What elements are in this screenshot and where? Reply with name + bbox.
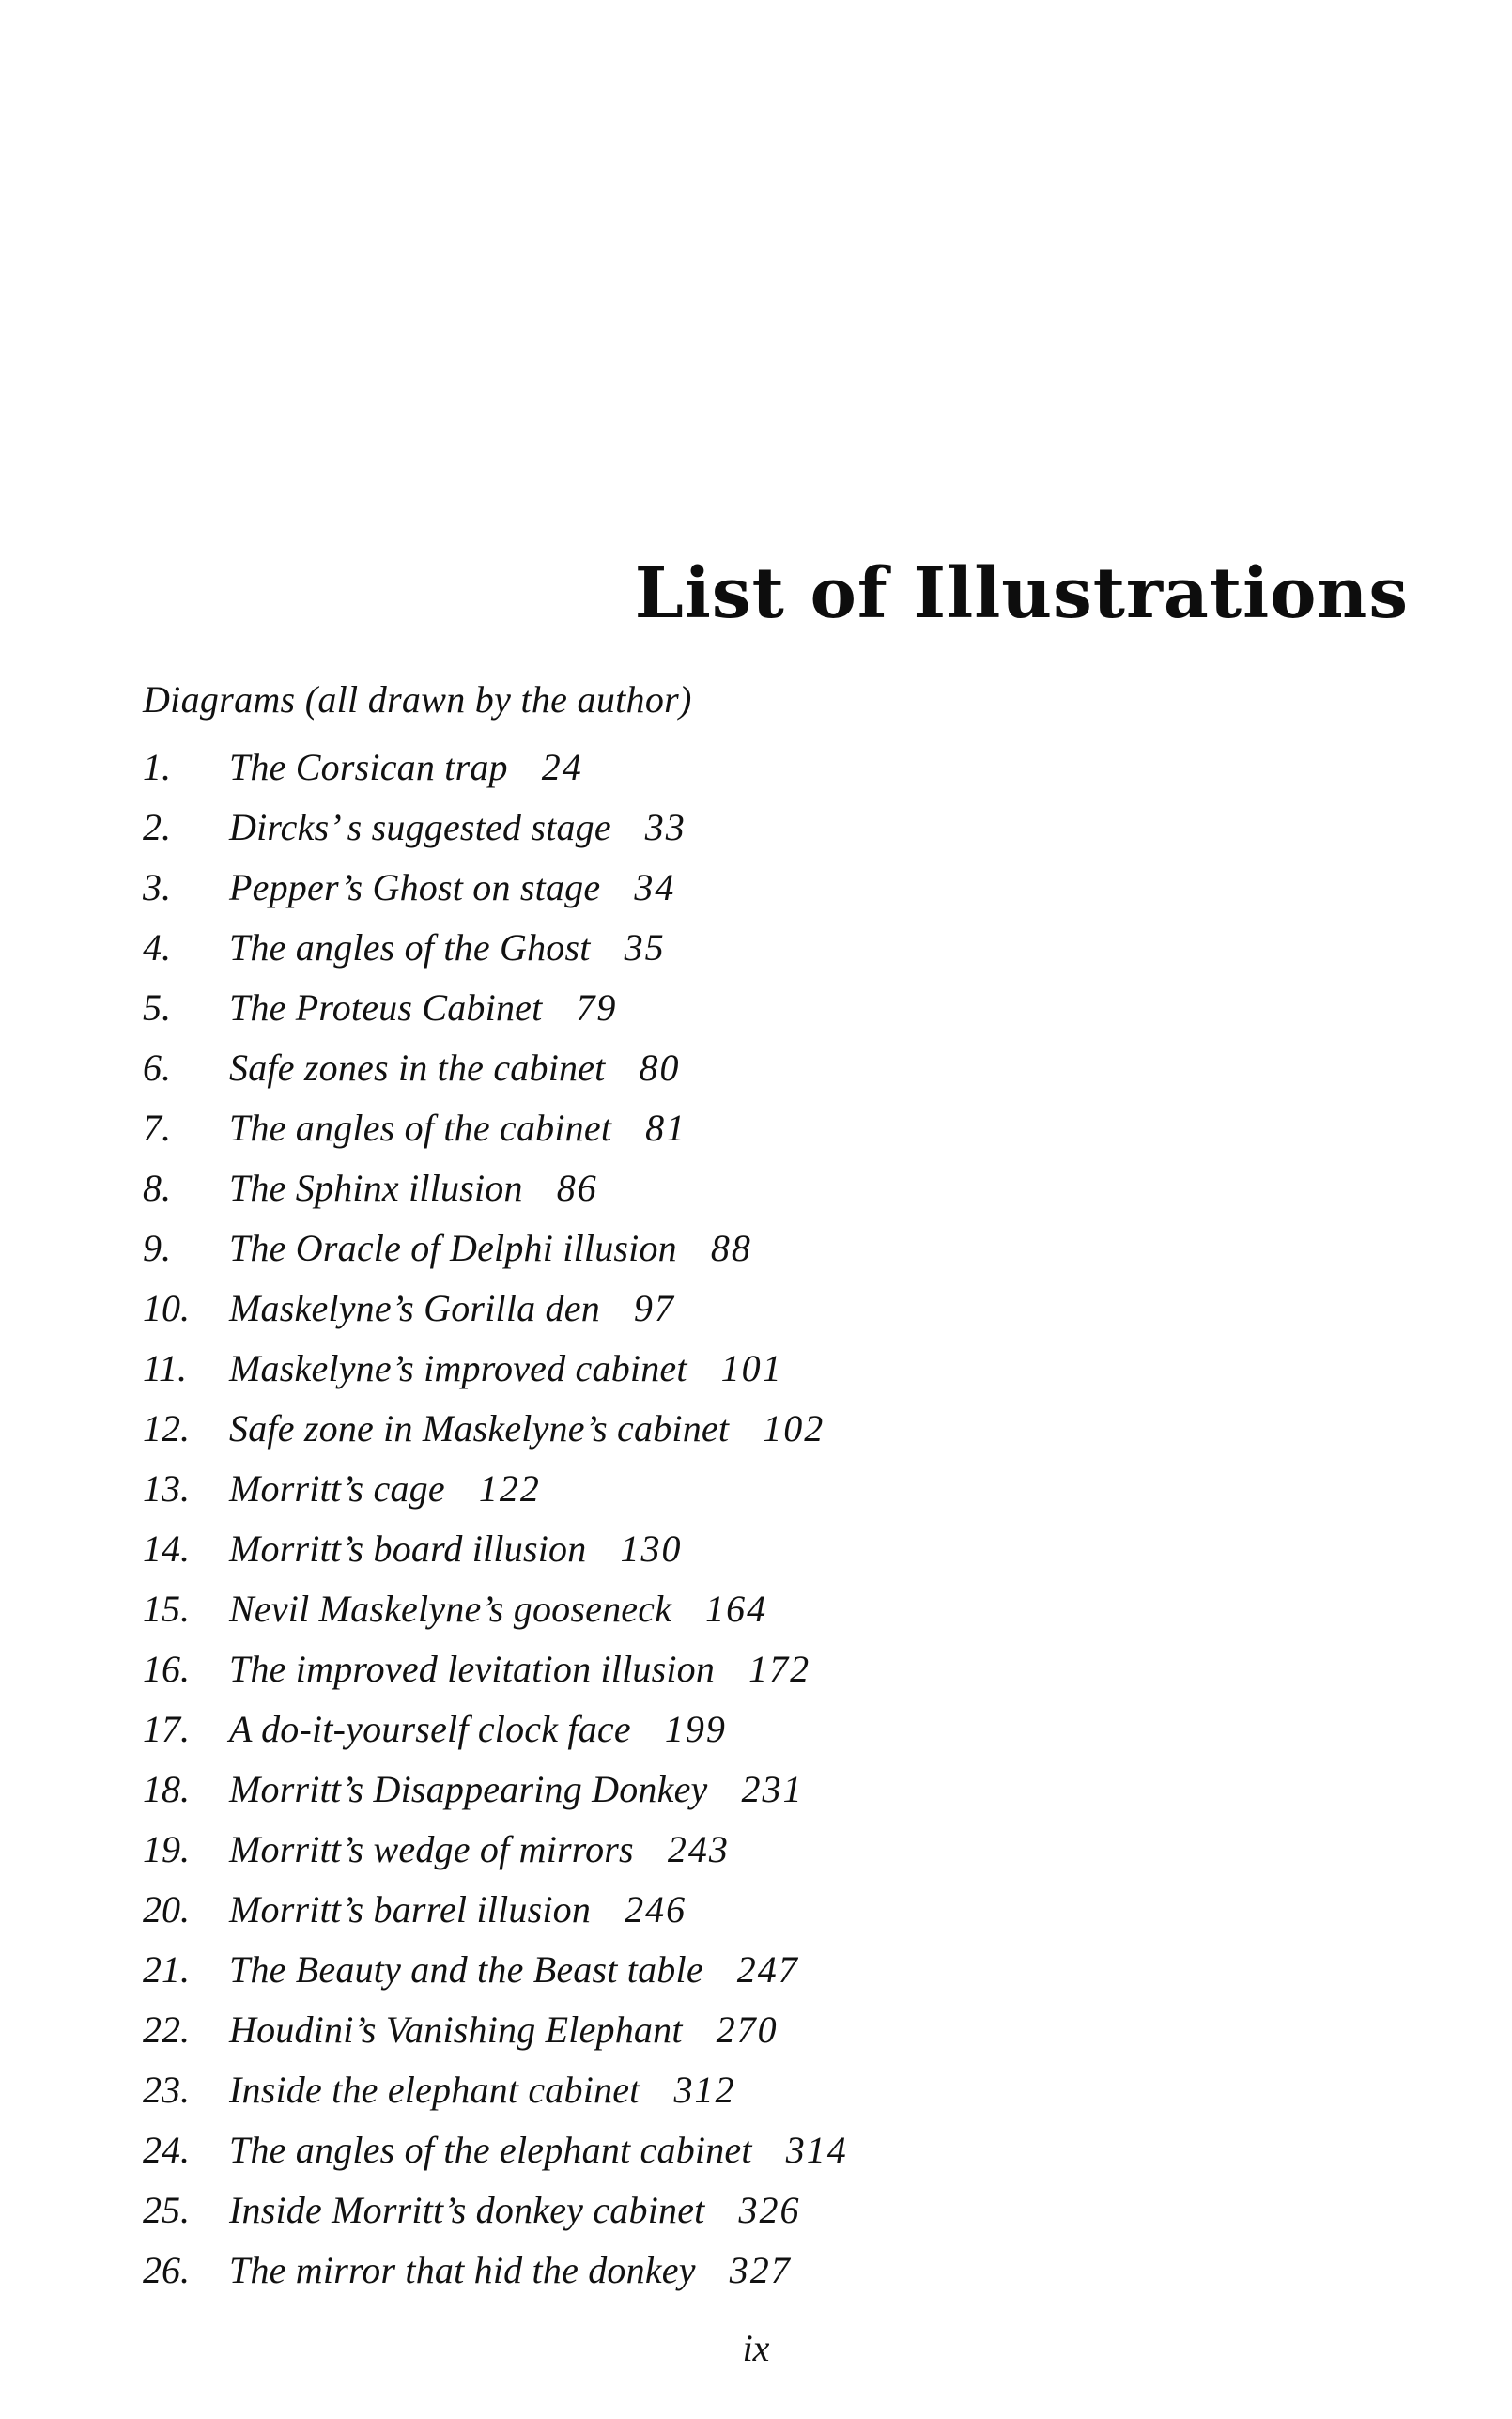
list-item xyxy=(143,1946,799,1993)
item-caption: The angles of the cabinet xyxy=(229,1107,612,1149)
list-item xyxy=(143,1886,687,1933)
item-page: 97 xyxy=(633,1287,675,1329)
item-number: 2. xyxy=(143,806,171,848)
item-caption: Nevil Maskelyne’s gooseneck xyxy=(229,1588,672,1630)
item-number: 25. xyxy=(143,2189,190,2231)
item-page: 79 xyxy=(576,986,618,1029)
item-caption: The improved levitation illusion xyxy=(229,1648,716,1690)
item-page: 88 xyxy=(710,1227,752,1269)
item-caption: The angles of the Ghost xyxy=(229,926,591,969)
item-caption: Morritt’s barrel illusion xyxy=(229,1888,592,1931)
item-number: 19. xyxy=(143,1828,190,1870)
item-caption: Safe zone in Maskelyne’s cabinet xyxy=(229,1407,730,1450)
item-page: 247 xyxy=(736,1948,799,1991)
item-page: 243 xyxy=(667,1828,730,1870)
item-page: 172 xyxy=(748,1648,811,1690)
item-caption: Morritt’s wedge of mirrors xyxy=(229,1828,634,1870)
item-page: 102 xyxy=(763,1407,825,1450)
list-item xyxy=(143,2187,800,2234)
item-number: 20. xyxy=(143,1888,190,1931)
item-page: 270 xyxy=(716,2008,779,2051)
item-number: 9. xyxy=(143,1227,171,1269)
item-caption: Houdini’s Vanishing Elephant xyxy=(229,2008,683,2051)
list-item xyxy=(143,2067,736,2114)
item-caption: The Sphinx illusion xyxy=(229,1167,523,1209)
item-page: 34 xyxy=(634,866,676,908)
list-item xyxy=(143,2007,779,2054)
item-caption: Pepper’s Ghost on stage xyxy=(229,866,601,908)
item-number: 17. xyxy=(143,1708,190,1750)
item-page: 164 xyxy=(705,1588,768,1630)
item-number: 8. xyxy=(143,1167,171,1209)
list-item xyxy=(143,1586,767,1633)
item-caption: Maskelyne’s improved cabinet xyxy=(229,1347,687,1389)
item-page: 130 xyxy=(620,1527,683,1570)
list-item xyxy=(143,985,617,1031)
item-page: 24 xyxy=(541,746,583,788)
item-caption: Morritt’s board illusion xyxy=(229,1527,587,1570)
item-caption: The Corsican trap xyxy=(229,746,508,788)
item-number: 26. xyxy=(143,2249,190,2291)
list-item xyxy=(143,1165,598,1212)
list-item xyxy=(143,1465,541,1512)
page-number: ix xyxy=(742,2327,770,2369)
item-caption: The angles of the elephant cabinet xyxy=(229,2129,752,2171)
item-number: 22. xyxy=(143,2008,190,2051)
item-number: 14. xyxy=(143,1527,190,1570)
section-heading: Diagrams (all drawn by the author) xyxy=(143,678,692,721)
item-number: 3. xyxy=(143,866,171,908)
list-item xyxy=(143,1826,730,1873)
item-caption: A do-it-yourself clock face xyxy=(229,1708,631,1750)
page-title: List of Illustrations xyxy=(634,552,1409,634)
item-page: 231 xyxy=(741,1768,804,1810)
item-number: 15. xyxy=(143,1588,190,1630)
list-item xyxy=(143,864,675,911)
item-caption: Dircks’ s suggested stage xyxy=(229,806,611,848)
item-page: 35 xyxy=(624,926,666,969)
item-number: 21. xyxy=(143,1948,190,1991)
item-number: 5. xyxy=(143,986,171,1029)
item-page: 326 xyxy=(738,2189,801,2231)
list-item xyxy=(143,1285,675,1332)
item-number: 7. xyxy=(143,1107,171,1149)
item-caption: The mirror that hid the donkey xyxy=(229,2249,696,2291)
item-page: 122 xyxy=(478,1467,541,1510)
item-number: 4. xyxy=(143,926,171,969)
item-caption: Morritt’s Disappearing Donkey xyxy=(229,1768,708,1810)
list-item xyxy=(143,1646,810,1693)
item-page: 246 xyxy=(625,1888,687,1931)
list-item xyxy=(143,1706,727,1753)
item-number: 24. xyxy=(143,2129,190,2171)
item-page: 80 xyxy=(639,1047,681,1089)
list-item xyxy=(143,804,687,851)
list-item xyxy=(143,2247,792,2294)
item-caption: Inside the elephant cabinet xyxy=(229,2069,640,2111)
list-item xyxy=(143,1225,752,1272)
item-page: 312 xyxy=(673,2069,736,2111)
list-item xyxy=(143,1105,687,1152)
item-caption: Morritt’s cage xyxy=(229,1467,445,1510)
list-item xyxy=(143,2127,848,2174)
item-number: 11. xyxy=(143,1347,188,1389)
item-caption: The Oracle of Delphi illusion xyxy=(229,1227,677,1269)
item-number: 16. xyxy=(143,1648,190,1690)
item-caption: The Beauty and the Beast table xyxy=(229,1948,703,1991)
list-item xyxy=(143,1345,783,1392)
list-item xyxy=(143,1526,682,1573)
list-item xyxy=(143,1766,803,1813)
item-number: 13. xyxy=(143,1467,190,1510)
item-number: 23. xyxy=(143,2069,190,2111)
item-page: 101 xyxy=(720,1347,783,1389)
list-item xyxy=(143,1405,825,1452)
item-number: 18. xyxy=(143,1768,190,1810)
item-page: 81 xyxy=(645,1107,687,1149)
item-caption: The Proteus Cabinet xyxy=(229,986,543,1029)
item-caption: Inside Morritt’s donkey cabinet xyxy=(229,2189,705,2231)
item-page: 86 xyxy=(556,1167,598,1209)
item-caption: Safe zones in the cabinet xyxy=(229,1047,606,1089)
list-item xyxy=(143,1045,680,1092)
item-number: 12. xyxy=(143,1407,190,1450)
list-item xyxy=(143,924,666,971)
item-number: 6. xyxy=(143,1047,171,1089)
item-number: 1. xyxy=(143,746,171,788)
item-page: 314 xyxy=(785,2129,848,2171)
item-page: 327 xyxy=(729,2249,792,2291)
item-caption: Maskelyne’s Gorilla den xyxy=(229,1287,600,1329)
item-number: 10. xyxy=(143,1287,190,1329)
item-page: 199 xyxy=(664,1708,727,1750)
item-page: 33 xyxy=(644,806,687,848)
list-item xyxy=(143,744,583,791)
